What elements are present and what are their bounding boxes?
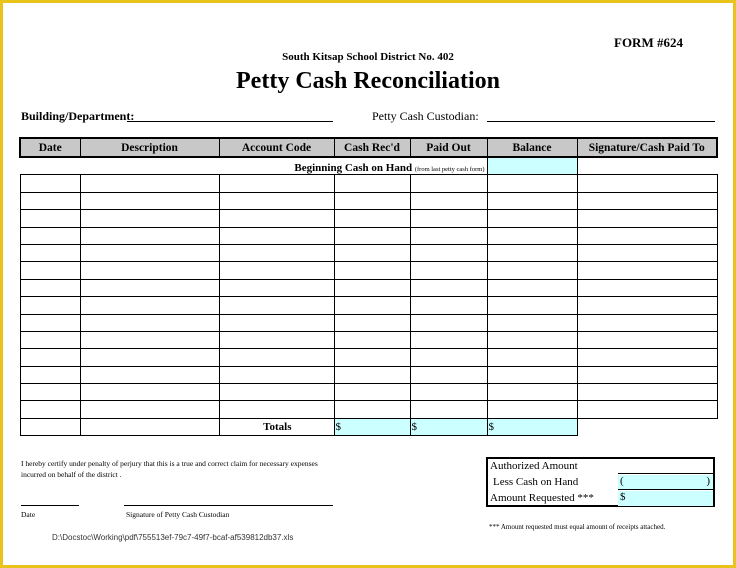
entry-cell[interactable] [487, 401, 577, 418]
entry-cell[interactable] [219, 210, 334, 227]
entry-cell[interactable] [219, 331, 334, 348]
custodian-signature-line[interactable] [124, 505, 333, 506]
entry-cell[interactable] [334, 279, 410, 296]
entry-cell[interactable] [577, 210, 717, 227]
entry-cell[interactable] [487, 210, 577, 227]
entry-cell[interactable] [219, 227, 334, 244]
entry-cell[interactable] [20, 279, 80, 296]
amount-requested-row [488, 491, 713, 507]
entry-cell[interactable] [487, 366, 577, 383]
entry-cell[interactable] [487, 262, 577, 279]
entry-cell[interactable] [20, 192, 80, 209]
entry-cell[interactable] [219, 192, 334, 209]
column-header: Paid Out [410, 138, 487, 157]
column-header: Signature/Cash Paid To [577, 138, 717, 157]
entry-cell[interactable] [577, 227, 717, 244]
entry-cell[interactable] [80, 297, 219, 314]
column-header: Description [80, 138, 219, 157]
beginning-cash-label: Beginning Cash on Hand (from last petty cash form) [294, 162, 485, 175]
table-row [20, 244, 717, 261]
entry-cell[interactable] [80, 175, 219, 192]
entry-cell[interactable] [410, 244, 487, 261]
entry-cell[interactable] [487, 314, 577, 331]
custodian-label: Petty Cash Custodian: [372, 109, 479, 123]
entry-cell[interactable] [334, 262, 410, 279]
entry-cell[interactable] [410, 279, 487, 296]
table-row [20, 366, 717, 383]
total-balance[interactable]: $ [487, 418, 577, 435]
totals-row [20, 418, 717, 435]
entry-cell[interactable] [487, 244, 577, 261]
entry-cell[interactable] [577, 314, 717, 331]
entry-cell[interactable] [219, 175, 334, 192]
entry-cell[interactable] [410, 227, 487, 244]
district-name: South Kitsap School District No. 402 [282, 51, 454, 63]
entry-cell[interactable] [410, 262, 487, 279]
column-header: Account Code [219, 138, 334, 157]
close-paren: ) [706, 475, 710, 487]
certification-text: I hereby certify under penalty of perjury that this is a true and correct claim for necessary expenses incurred on behalf of the district . [21, 459, 318, 479]
entry-cell[interactable] [410, 314, 487, 331]
entry-cell[interactable] [410, 331, 487, 348]
total-paid-out[interactable]: $ [410, 418, 487, 435]
entry-cell[interactable] [577, 384, 717, 401]
table-row [20, 192, 717, 209]
authorized-amount-field[interactable] [618, 459, 713, 474]
less-cash-field[interactable] [618, 475, 713, 490]
date-label: Date [21, 510, 36, 519]
entry-cell[interactable] [334, 314, 410, 331]
custodian-signature-label: Signature of Petty Cash Custodian [126, 510, 230, 519]
table-row [20, 227, 717, 244]
entry-cell[interactable] [219, 366, 334, 383]
entry-cell[interactable] [20, 244, 80, 261]
entry-cell[interactable] [20, 401, 80, 418]
amount-requested-label: Amount Requested *** [490, 492, 594, 504]
total-cash-received[interactable]: $ [334, 418, 410, 435]
building-label: Building/Department: [21, 109, 135, 123]
entry-cell[interactable] [487, 175, 577, 192]
entry-cell[interactable] [487, 297, 577, 314]
entry-cell[interactable] [80, 279, 219, 296]
entry-cell[interactable] [219, 401, 334, 418]
form-number: FORM #624 [614, 35, 683, 50]
ledger-table [19, 137, 718, 436]
entry-cell[interactable] [80, 366, 219, 383]
entry-cell[interactable] [410, 210, 487, 227]
totals-label: Totals [219, 418, 334, 435]
entry-cell[interactable] [219, 279, 334, 296]
entry-cell[interactable] [334, 384, 410, 401]
entry-cell[interactable] [410, 384, 487, 401]
entry-cell[interactable] [577, 401, 717, 418]
entry-cell[interactable] [80, 244, 219, 261]
entry-cell[interactable] [80, 349, 219, 366]
entry-cell[interactable] [577, 349, 717, 366]
entry-cell[interactable] [80, 210, 219, 227]
table-row [20, 401, 717, 418]
entry-cell[interactable] [20, 210, 80, 227]
entry-cell[interactable] [219, 349, 334, 366]
entry-cell[interactable] [80, 331, 219, 348]
table-row [20, 331, 717, 348]
entry-cell[interactable] [487, 227, 577, 244]
beginning-cash-row [20, 157, 717, 175]
column-header: Balance [487, 138, 577, 157]
entry-cell[interactable] [487, 384, 577, 401]
entry-cell[interactable] [20, 314, 80, 331]
entry-cell[interactable] [334, 331, 410, 348]
summary-box [486, 457, 715, 507]
entry-cell[interactable] [334, 244, 410, 261]
table-row [20, 314, 717, 331]
beginning-balance-cell[interactable] [487, 157, 577, 175]
table-row [20, 349, 717, 366]
entry-cell[interactable] [410, 192, 487, 209]
entry-cell[interactable] [334, 192, 410, 209]
entry-cell[interactable] [487, 192, 577, 209]
entry-cell[interactable] [80, 314, 219, 331]
table-row [20, 175, 717, 192]
beginning-cash-note: (from last petty cash form) [414, 166, 485, 174]
entry-cell[interactable] [219, 297, 334, 314]
entry-cell[interactable] [577, 297, 717, 314]
entry-cell[interactable] [20, 227, 80, 244]
entry-cell[interactable] [20, 262, 80, 279]
entry-cell[interactable] [410, 366, 487, 383]
table-row [20, 262, 717, 279]
entry-cell[interactable] [20, 366, 80, 383]
entry-cell[interactable] [80, 384, 219, 401]
entry-cell[interactable] [577, 262, 717, 279]
entry-cell[interactable] [80, 401, 219, 418]
authorized-amount-label: Authorized Amount [490, 460, 578, 472]
entry-cell[interactable] [334, 297, 410, 314]
entry-cell[interactable] [80, 227, 219, 244]
entry-cell[interactable] [577, 192, 717, 209]
currency-symbol: $ [620, 491, 626, 503]
entry-cell[interactable] [219, 384, 334, 401]
custodian-field[interactable] [487, 121, 715, 122]
entry-cell[interactable] [410, 297, 487, 314]
entry-cell[interactable] [20, 331, 80, 348]
page-title: Petty Cash Reconciliation [236, 68, 500, 94]
entry-cell[interactable] [334, 401, 410, 418]
entry-cell[interactable] [20, 175, 80, 192]
less-cash-label: Less Cash on Hand [493, 476, 579, 488]
amount-requested-field[interactable] [618, 491, 713, 506]
entry-cell[interactable] [219, 262, 334, 279]
entry-cell[interactable] [577, 331, 717, 348]
column-header: Cash Rec'd [334, 138, 410, 157]
entry-cell[interactable] [80, 262, 219, 279]
entry-cell[interactable] [20, 349, 80, 366]
entry-cell[interactable] [334, 210, 410, 227]
entry-cell[interactable] [577, 366, 717, 383]
date-signature-line[interactable] [21, 505, 79, 506]
entry-cell[interactable] [334, 175, 410, 192]
entry-cell[interactable] [577, 175, 717, 192]
entry-cell[interactable] [410, 349, 487, 366]
entry-cell[interactable] [219, 314, 334, 331]
building-field[interactable] [127, 121, 333, 122]
authorized-amount-row [488, 459, 713, 475]
entry-cell[interactable] [334, 366, 410, 383]
less-cash-row [488, 475, 713, 491]
entry-cell[interactable] [410, 175, 487, 192]
entry-cell[interactable] [20, 297, 80, 314]
entry-cell[interactable] [334, 227, 410, 244]
open-paren: ( [620, 475, 624, 487]
entry-cell[interactable] [20, 384, 80, 401]
entry-cell[interactable] [487, 279, 577, 296]
entry-cell[interactable] [80, 192, 219, 209]
file-path: D:\Docstoc\Working\pdf\755513ef-79c7-49f7-bcaf-af539812db37.xls [52, 533, 294, 542]
table-row [20, 210, 717, 227]
header-row [20, 138, 717, 157]
table-row [20, 279, 717, 296]
table-row [20, 384, 717, 401]
entry-cell[interactable] [334, 349, 410, 366]
entry-cell[interactable] [487, 349, 577, 366]
entry-cell[interactable] [219, 244, 334, 261]
entry-cell[interactable] [410, 401, 487, 418]
page-frame-top [0, 0, 736, 3]
entry-cell[interactable] [577, 244, 717, 261]
column-header: Date [20, 138, 80, 157]
entry-cell[interactable] [487, 331, 577, 348]
footnote: *** Amount requested must equal amount of receipts attached. [489, 523, 666, 531]
entry-cell[interactable] [577, 279, 717, 296]
table-row [20, 297, 717, 314]
